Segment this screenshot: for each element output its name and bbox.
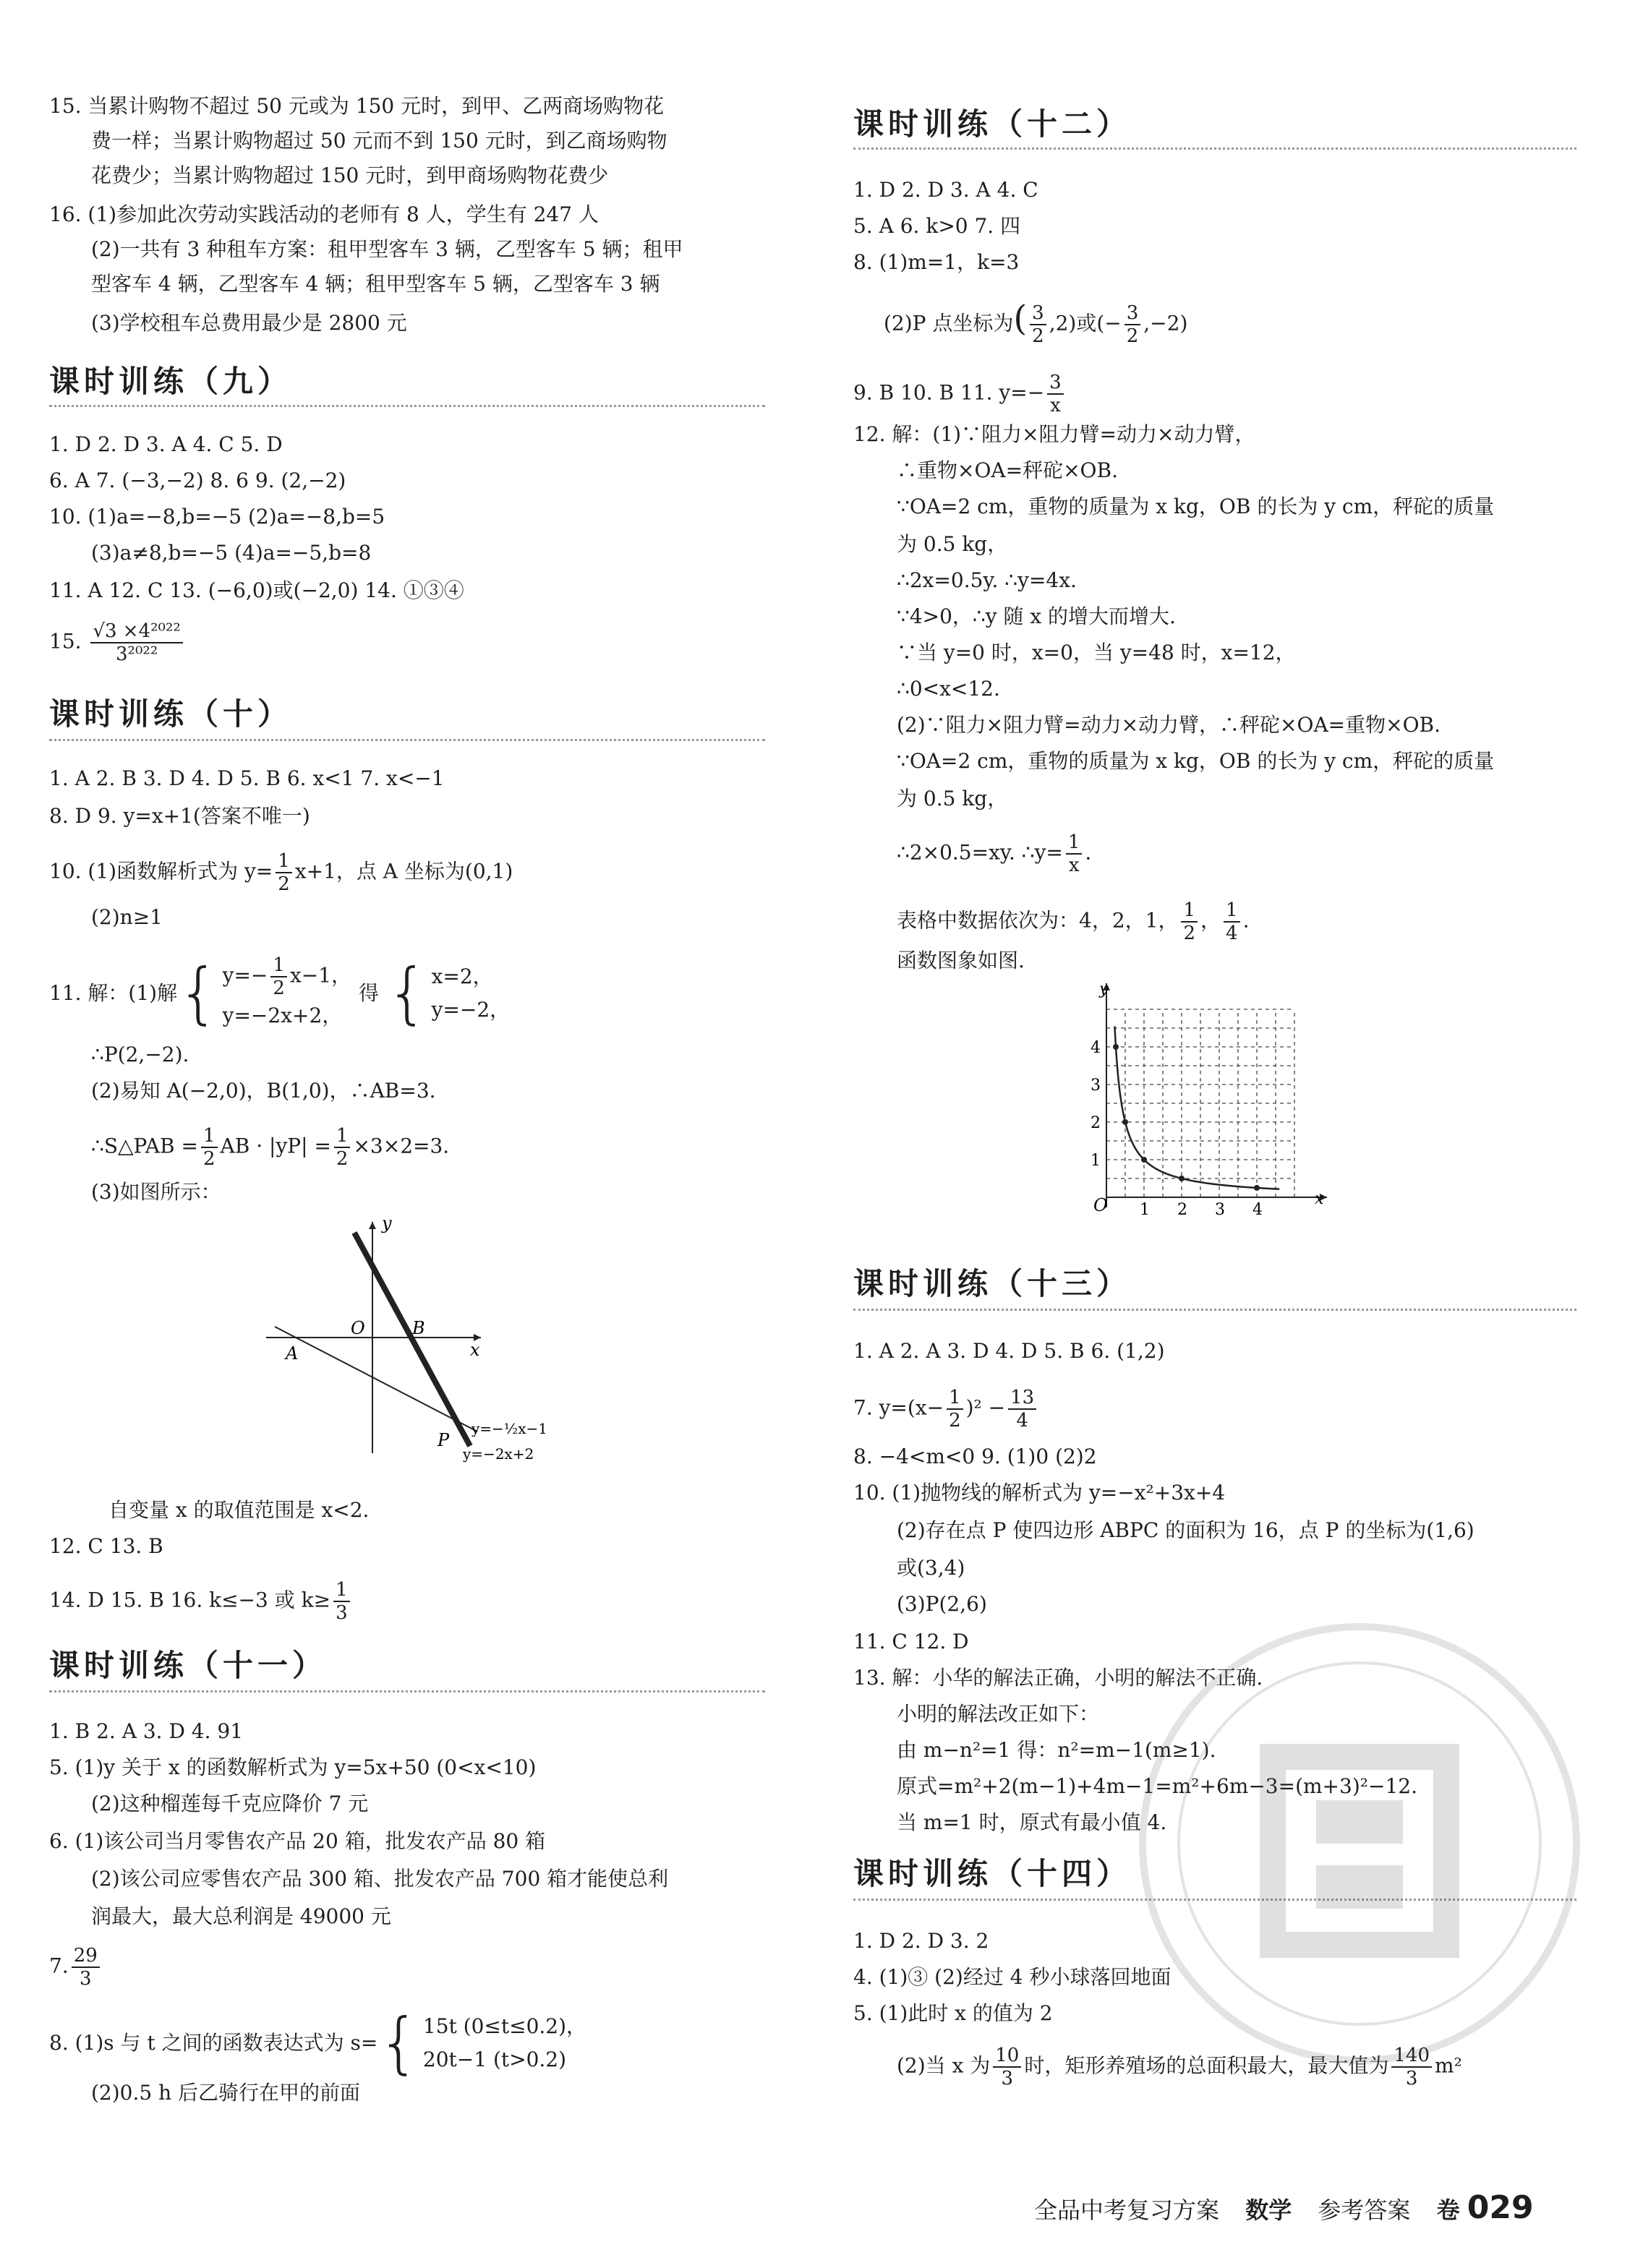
x-label: x	[470, 1340, 480, 1360]
text-line: 5. (1)此时 x 的值为 2	[853, 2001, 1053, 2025]
fraction: $\frac{1}{4}$	[1224, 899, 1240, 944]
y-tick-label: 3	[1091, 1077, 1101, 1095]
y-tick-label: 2	[1091, 1114, 1101, 1132]
point-p-label: P	[438, 1430, 450, 1450]
text-line: 1. A 2. B 3. D 4. D 5. B 6. x<1 7. x<−1	[49, 766, 445, 790]
math-line: (2)P 点坐标为( $\frac{3}{2}$ ,2)或(− $\frac{3}{2}$ ,−2)	[884, 298, 1188, 347]
fraction: $\frac{1}{2}$	[334, 1125, 351, 1170]
text-line: 花费少；当累计购物超过 150 元时，到甲商场购物花费少	[91, 163, 609, 187]
math-line: 10. (1)函数解析式为 y= $\frac{1}{2}$ x+1，点 A 坐标为(0,1)	[49, 850, 513, 895]
text-line: 为 0.5 kg，	[897, 532, 1008, 556]
footer-subject: 数学	[1245, 2196, 1292, 2224]
y-label: y	[1099, 980, 1109, 998]
point-a-label: A	[286, 1343, 299, 1364]
data-point	[1113, 1044, 1119, 1050]
fraction: $\frac{1}{2}$	[270, 954, 287, 999]
section-heading: 课时训练（十四）	[853, 1856, 1132, 1891]
text-line: 费一样；当累计购物超过 50 元而不到 150 元时，到乙商场购物	[91, 129, 667, 153]
line-y2-label: y=−2x+2	[463, 1445, 534, 1463]
text-line: 自变量 x 的取值范围是 x<2.	[108, 1498, 370, 1522]
text-line: 为 0.5 kg，	[897, 787, 1008, 810]
page-number: 029	[1467, 2189, 1534, 2226]
text-line: (3)a≠8,b=−5 (4)a=−5,b=8	[91, 541, 372, 565]
point-b-label: B	[412, 1318, 425, 1338]
text-line: 6. A 7. (−3,−2) 8. 6 9. (2,−2)	[49, 468, 346, 492]
math-line: 14. D 15. B 16. k≤−3 或 k≥ $\frac{1}{3}$	[49, 1579, 353, 1624]
text-line: 当 m=1 时，原式有最小值 4.	[897, 1810, 1167, 1834]
text-line: 1. D 2. D 3. A 4. C 5. D	[49, 432, 283, 456]
text-line: 10. (1)抛物线的解析式为 y=−x²+3x+4	[853, 1481, 1226, 1505]
section-heading: 课时训练（十三）	[853, 1266, 1132, 1301]
text-line: ∵4>0，∴y 随 x 的增大而增大.	[897, 604, 1176, 628]
line-y1	[275, 1327, 477, 1432]
text-line: (2)存在点 P 使四边形 ABPC 的面积为 16，点 P 的坐标为(1,6)	[897, 1518, 1475, 1542]
footer-volume: 卷	[1436, 2196, 1460, 2224]
text-line: (2)这种榴莲每千克应降价 7 元	[91, 1792, 369, 1815]
text-line: 11. A 12. C 13. (−6,0)或(−2,0) 14. ①③④	[49, 578, 464, 602]
text-line: (2)0.5 h 后乙骑行在甲的前面	[91, 2081, 361, 2105]
text-line: 11. C 12. D	[853, 1630, 969, 1653]
math-line: 9. B 10. B 11. y=− $\frac{3}{x}$	[853, 372, 1067, 416]
y-tick-label: 4	[1091, 1039, 1101, 1057]
section-heading: 课时训练（十一）	[49, 1648, 328, 1683]
x-tick-label: 2	[1177, 1201, 1187, 1219]
fraction: $\frac{1}{2}$	[201, 1125, 218, 1170]
x-label: x	[1315, 1190, 1324, 1208]
text-line: 6. (1)该公司当月零售农产品 20 箱，批发农产品 80 箱	[49, 1829, 546, 1853]
text-line: ∵OA=2 cm，重物的质量为 x kg，OB 的长为 y cm，秤砣的质量	[897, 749, 1495, 773]
x-tick-label: 1	[1140, 1201, 1150, 1219]
text-line: (2)该公司应零售农产品 300 箱、批发农产品 700 箱才能使总利	[91, 1867, 669, 1891]
divider	[49, 405, 765, 407]
x-tick-label: 4	[1252, 1201, 1263, 1219]
text-line: ∵OA=2 cm，重物的质量为 x kg，OB 的长为 y cm，秤砣的质量	[897, 495, 1495, 518]
data-point	[1141, 1157, 1147, 1163]
text-line: 5. (1)y 关于 x 的函数解析式为 y=5x+50 (0<x<10)	[49, 1755, 537, 1779]
section-heading: 课时训练（十）	[49, 696, 293, 732]
text-line: 由 m−n²=1 得：n²=m−1(m≥1).	[897, 1738, 1216, 1762]
origin-label: O	[1093, 1195, 1108, 1215]
text-line: 1. A 2. A 3. D 4. D 5. B 6. (1,2)	[853, 1339, 1165, 1363]
line-y1-label: y=−½x−1	[471, 1420, 547, 1437]
item-number: 15.	[49, 629, 82, 654]
section-heading: 课时训练（九）	[49, 364, 293, 399]
text-line: 12. C 13. B	[49, 1534, 163, 1558]
fraction: $\frac{3}{2}$	[1030, 302, 1046, 347]
text-line: (3)学校租车总费用最少是 2800 元	[91, 311, 407, 335]
footer-section: 参考答案	[1318, 2196, 1411, 2224]
text-line: 函数图象如图.	[897, 949, 1025, 972]
divider	[853, 1309, 1576, 1311]
y-tick-label: 1	[1091, 1152, 1101, 1170]
text-line: 5. A 6. k>0 7. 四	[853, 214, 1021, 238]
text-line: 10. (1)a=−8,b=−5 (2)a=−8,b=5	[49, 505, 385, 529]
math-line: ∴2×0.5=xy. ∴y= $\frac{1}{x}$ .	[897, 831, 1092, 876]
watermark-stamp	[1128, 1612, 1591, 2075]
fraction: $\frac{\text{√3 ×4²⁰²²}}{\text{3²⁰²²}}$	[90, 620, 182, 665]
fraction: $\frac{1}{2}$	[276, 850, 292, 895]
math-line: (2)当 x 为 $\frac{10}{3}$ 时，矩形养殖场的总面积最大，最大值为 $\frac{140}{3}$ m²	[897, 2045, 1462, 2089]
fraction: $\frac{1}{2}$	[1181, 899, 1198, 944]
grid	[1106, 1009, 1294, 1197]
fraction: $\frac{3}{2}$	[1125, 302, 1141, 347]
footer-brand: 全品中考复习方案	[1034, 2196, 1220, 2224]
text-line: 1. D 2. D 3. A 4. C	[853, 178, 1038, 202]
divider	[49, 1690, 765, 1693]
divider	[49, 739, 765, 741]
text-line: 小明的解法改正如下：	[897, 1702, 1100, 1726]
fraction: $\frac{29}{3}$	[72, 1945, 100, 1990]
text-line: 型客车 4 辆，乙型客车 4 辆；租甲型客车 5 辆，乙型客车 3 辆	[91, 272, 660, 296]
text-line: 15. 当累计购物不超过 50 元或为 150 元时，到甲、乙两商场购物花	[49, 94, 665, 118]
fraction: $\frac{1}{x}$	[1066, 831, 1083, 876]
text-line: 1. B 2. A 3. D 4. 91	[49, 1719, 244, 1743]
text-line: (3)P(2,6)	[897, 1592, 987, 1616]
figure-inverse-graph	[1085, 976, 1338, 1219]
math-line: 7. y=(x− $\frac{1}{2}$ )² − $\frac{13}{4}$	[853, 1387, 1039, 1432]
fraction: $\frac{13}{4}$	[1008, 1387, 1036, 1432]
text-line: 13. 解：小华的解法正确，小明的解法不正确.	[853, 1666, 1263, 1690]
section-heading: 课时训练（十二）	[853, 106, 1132, 142]
text-line: 16. (1)参加此次劳动实践活动的老师有 8 人，学生有 247 人	[49, 202, 599, 226]
text-line: 8. D 9. y=x+1(答案不唯一)	[49, 804, 310, 828]
text-line: (2)一共有 3 种租车方案：租甲型客车 3 辆，乙型客车 5 辆；租甲	[91, 237, 683, 261]
fraction: $\frac{10}{3}$	[993, 2045, 1021, 2089]
text-line: ∴0<x<12.	[897, 677, 1000, 701]
fraction: $\frac{3}{x}$	[1047, 372, 1064, 416]
hyperbola-curve	[1114, 1027, 1279, 1189]
page-footer	[1034, 2189, 1534, 2226]
text-line: 原式=m²+2(m−1)+4m−1=m²+6m−3=(m+3)²−12.	[897, 1774, 1417, 1798]
data-point	[1122, 1119, 1128, 1125]
math-line	[49, 620, 186, 665]
fraction: $\frac{140}{3}$	[1391, 2045, 1432, 2089]
text-line: (2)n≥1	[91, 905, 163, 929]
text-line: ∵当 y=0 时，x=0，当 y=48 时，x=12，	[897, 641, 1296, 664]
text-line: (3)如图所示：	[91, 1180, 221, 1204]
text-line: 1. D 2. D 3. 2	[853, 1929, 989, 1953]
text-line: 8. (1)m=1，k=3	[853, 250, 1020, 274]
data-point	[1254, 1185, 1260, 1191]
text-line: (2)∵阻力×阻力臂=动力×动力臂，∴秤砣×OA=重物×OB.	[897, 713, 1441, 737]
x-tick-label: 3	[1215, 1201, 1225, 1219]
text-line: 4. (1)③ (2)经过 4 秒小球落回地面	[853, 1965, 1172, 1989]
figure-linear-graph	[260, 1213, 547, 1482]
origin-label: O	[351, 1318, 365, 1338]
divider	[853, 147, 1576, 150]
text-line: ∴重物×OA=秤砣×OB.	[897, 458, 1118, 482]
math-line: 11. 解：(1)解 { y=− $\frac{1}{2}$ x−1， y=−2x+2， 得 { x=2， y=−2，	[49, 954, 511, 1032]
math-line: 8. (1)s 与 t 之间的函数表达式为 s= { 15t (0≤t≤0.2)， 20t−1 (t>0.2)	[49, 2004, 587, 2081]
text-line: ∴P(2,−2).	[91, 1043, 189, 1066]
math-line: ∴S△PAB = $\frac{1}{2}$ AB · |yP| = $\frac{1}{2}$ ×3×2=3.	[91, 1125, 450, 1170]
math-line: 7. $\frac{29}{3}$	[49, 1945, 103, 1990]
text-line: 或(3,4)	[897, 1556, 965, 1580]
fraction: $\frac{1}{3}$	[333, 1579, 350, 1624]
data-point	[1179, 1176, 1185, 1181]
math-line: 表格中数据依次为：4，2，1， $\frac{1}{2}$ ， $\frac{1}{4}$ .	[897, 899, 1250, 944]
y-label: y	[382, 1213, 392, 1233]
text-line: 8. −4<m<0 9. (1)0 (2)2	[853, 1445, 1097, 1468]
text-line: ∴2x=0.5y. ∴y=4x.	[897, 568, 1077, 592]
text-line: (2)易知 A(−2,0)，B(1,0)，∴AB=3.	[91, 1079, 436, 1103]
fraction: $\frac{1}{2}$	[947, 1387, 963, 1432]
text-line: 12. 解：(1)∵阻力×阻力臂=动力×动力臂，	[853, 422, 1255, 446]
text-line: 润最大，最大总利润是 49000 元	[91, 1904, 391, 1928]
